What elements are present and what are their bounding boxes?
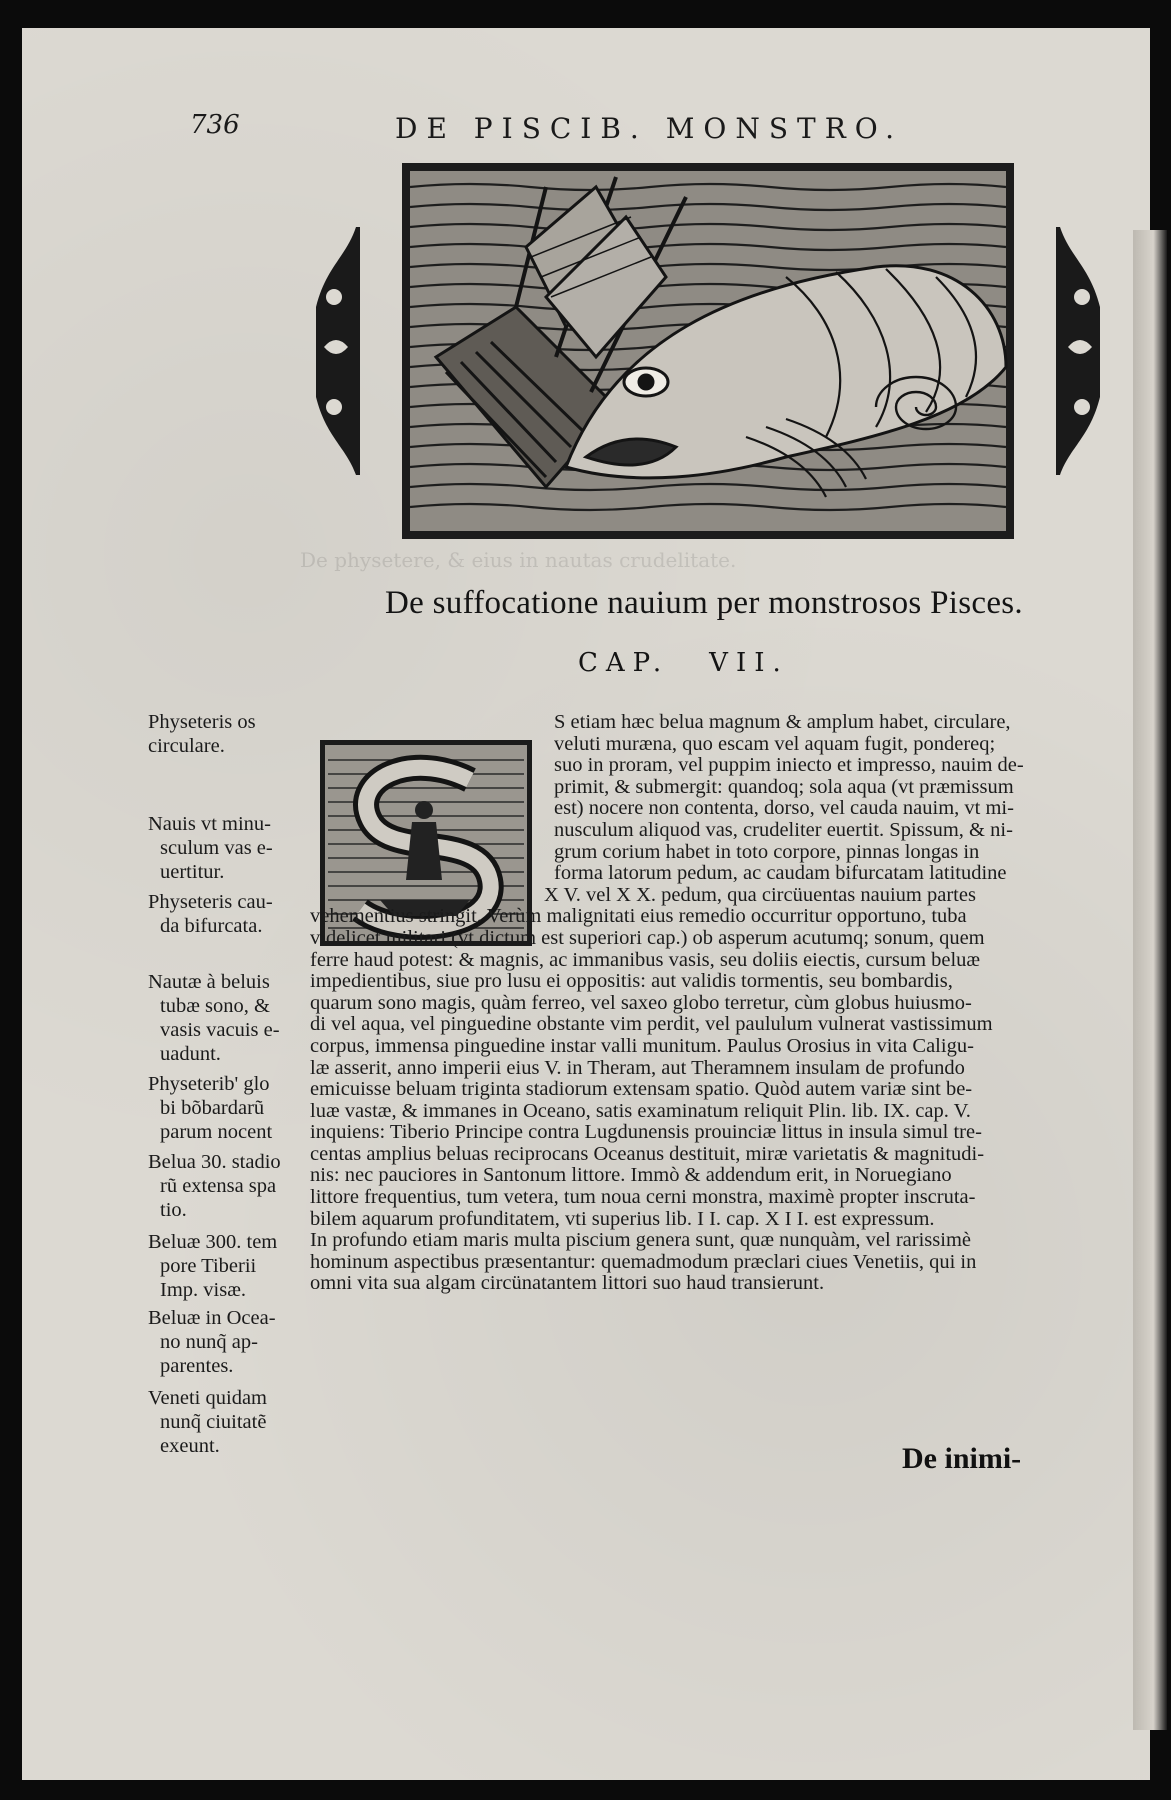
margin-note-line: pore Tiberii <box>160 1255 257 1277</box>
margin-note-line: Nautæ à beluis <box>148 971 270 993</box>
page-number: 736 <box>190 110 240 140</box>
text-line: littore frequentius, tum vetera, tum noua cerni monstra, maximè propter inscruta- <box>310 1186 976 1209</box>
margin-note <box>148 1150 281 1222</box>
margin-note-line: Beluæ in Ocea- <box>148 1307 276 1329</box>
margin-note-line: Physeterib' glo <box>148 1073 270 1095</box>
text-line: primit, & submergit: quandoq; sola aqua (vt præmissum <box>554 775 1014 798</box>
text-line: S etiam hæc belua magnum & amplum habet, circulare, <box>554 711 1011 733</box>
margin-note-line: rũ extensa spa <box>160 1175 277 1197</box>
margin-note-line: tubæ sono, & <box>160 995 270 1017</box>
margin-note-line: exeunt. <box>160 1435 220 1457</box>
text-line: veluti muræna, quo escam vel aquam fugit, pondereq; <box>554 732 996 755</box>
text-line: corpus, immensa pinguedine instar valli munitum. Paulus Orosius in vita Caligu- <box>310 1034 974 1057</box>
margin-note-line: parentes. <box>160 1355 234 1377</box>
bleed-through-text: De physetere, & eius in nautas crudelitate. <box>300 548 737 572</box>
text-line: X V. vel X X. pedum, qua circüuentas nauium partes <box>544 883 976 906</box>
margin-note-line: sculum vas e- <box>160 837 273 859</box>
text-line: hominum aspectibus præsentantur: quemadmodum præclari ciues Venetiis, qui in <box>310 1250 977 1273</box>
catchword: De inimi- <box>902 1442 1022 1475</box>
text-line: impedientibus, siue pro lusu ei oppositis: aut validis tormentis, seu bombardis, <box>310 970 953 993</box>
text-line: quarum sono magis, quàm ferreo, vel saxeo globo terretur, cùm globus huiusmo- <box>310 991 972 1014</box>
margin-note <box>148 1072 272 1144</box>
text-line: nis: nec pauciores in Santonum littore. Immò & addendum erit, in Noruegiano <box>310 1164 952 1187</box>
page-header <box>0 110 1171 150</box>
text-line: est) nocere non contenta, dorso, vel cauda nauim, vt mi- <box>554 797 1014 820</box>
text-line: luæ vastæ, & immanes in Oceano, satis examinatum reliquit Plin. lib. IX. cap. V. <box>310 1099 971 1122</box>
text-line: videlicet militari (vt dictum est superiori cap.) ob asperum acutumq; sonum, quem <box>310 926 985 949</box>
text-line: centas amplius beluas reciprocans Oceanus destituit, miræ varietatis & magnitudi- <box>310 1142 985 1165</box>
margin-note-line: Physeteris os <box>148 711 256 733</box>
text-line: emicuisse beluam triginta stadiorum extensam spatio. Quòd autem variæ sint be- <box>310 1078 973 1101</box>
adjacent-page-edge <box>1133 230 1167 1730</box>
woodcut-illustration-sea-monster-sinking-ship <box>316 157 1100 545</box>
margin-note <box>148 710 256 758</box>
margin-note-line: circulare. <box>148 735 225 757</box>
text-line: bilem aquarum profunditatem, vti superius lib. I I. cap. X I I. est expressum. <box>310 1207 935 1230</box>
margin-note <box>148 1386 267 1458</box>
text-line: omni vita sua algam circünatantem littori suo haud transierunt. <box>310 1272 825 1295</box>
margin-note <box>148 890 273 938</box>
margin-note-line: bi bõbardarũ <box>160 1097 265 1119</box>
margin-note-line: vasis vacuis e- <box>160 1019 280 1041</box>
margin-note-line: Beluæ 300. tem <box>148 1231 278 1253</box>
text-line: læ asserit, anno imperii eius V. in Theram, aut Theramnem insulam de profundo <box>310 1056 965 1079</box>
margin-note-line: uadunt. <box>160 1043 221 1065</box>
ornament-frame-left <box>316 227 360 475</box>
text-line: ferre haud potest: & magnis, ac immanibus vasis, seu doliis eiectis, cursum beluæ <box>310 948 981 971</box>
main-text-block <box>310 712 1110 1295</box>
text-line: vehementius stringit. Verùm malignitati eius remedio occurritur opportuno, tuba <box>310 905 967 928</box>
chapter-heading <box>578 648 789 678</box>
margin-note-line: Imp. visæ. <box>160 1279 246 1301</box>
margin-note-line: tio. <box>160 1199 187 1221</box>
margin-note-line: no nunq̃ ap- <box>160 1331 258 1353</box>
illustration-caption: De suffocatione nauium per monstrosos Pisces. <box>385 585 1023 621</box>
margin-note <box>148 970 280 1066</box>
text-line: inquiens: Tiberio Principe contra Lugdunensis prouinciæ littus in insula simul tre- <box>310 1121 982 1144</box>
text-line: grum corium habet in toto corpore, pinnas longas in <box>554 840 980 863</box>
margin-note-line: Nauis vt minu- <box>148 813 271 835</box>
margin-note-line: da bifurcata. <box>160 915 263 937</box>
margin-note <box>148 1306 276 1378</box>
text-line: nusculum aliquod vas, crudeliter euertit. Spissum, & ni- <box>554 818 1013 841</box>
text-line: suo in proram, vel puppim iniecto et impresso, nauim de- <box>554 754 1024 777</box>
chapter-label: CAP. <box>578 648 670 678</box>
margin-note-line: Veneti quidam <box>148 1387 267 1409</box>
margin-note-line: Physeteris cau- <box>148 891 273 913</box>
margin-note-line: Belua 30. stadio <box>148 1151 281 1173</box>
text-line: di vel aqua, vel pinguedine obstante vim perdit, vel paululum vulnerat vastissimum <box>310 1013 993 1036</box>
ornament-frame-right <box>1056 227 1100 475</box>
margin-note <box>148 1230 277 1302</box>
text-line: forma latorum pedum, ac caudam bifurcatam latitudine <box>554 862 1007 885</box>
margin-note-line: parum nocent <box>160 1121 273 1143</box>
margin-note-line: uertitur. <box>160 861 225 883</box>
margin-note-line: nunq̃ ciuitatẽ <box>160 1411 267 1433</box>
running-title: DE PISCIB. MONSTRO. <box>395 112 904 145</box>
margin-note <box>148 812 273 884</box>
chapter-number: VII. <box>709 648 789 678</box>
text-line: In profundo etiam maris multa piscium genera sunt, quæ nunquàm, vel rarissimè <box>310 1229 971 1252</box>
